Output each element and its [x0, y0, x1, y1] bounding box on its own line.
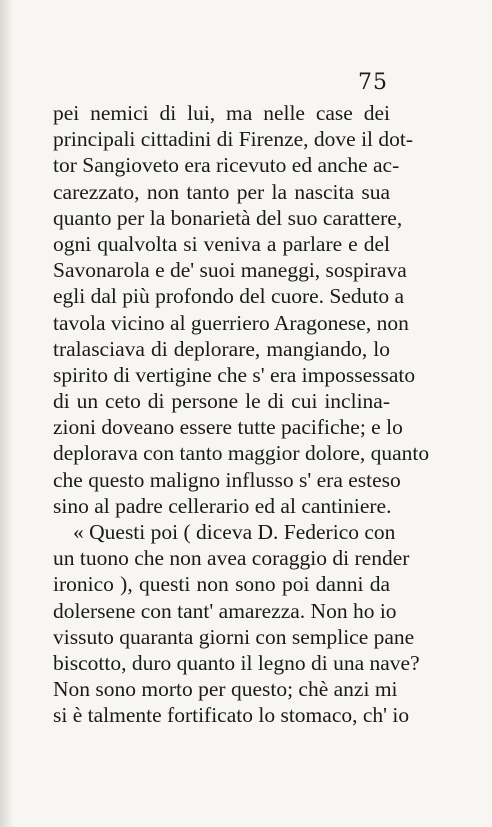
- text-line: spirito di vertigine che s' era impossessato: [53, 362, 416, 387]
- paragraph-last-line: sino al padre cellerario ed al cantiniere.: [53, 493, 392, 518]
- page-binding-edge: [0, 0, 14, 827]
- text-line: egli dal più profondo del cuore. Seduto a: [53, 284, 405, 309]
- text-line: quanto per la bonarietà del suo carattere,: [53, 205, 403, 230]
- text-line: vissuto quaranta giorni con semplice pane: [53, 624, 415, 649]
- text-line: principali cittadini di Firenze, dove il dot-: [53, 127, 414, 152]
- text-line: tralasciava di deplorare, mangiando, lo: [53, 336, 390, 361]
- text-line: un tuono che non avea coraggio di render: [53, 546, 410, 571]
- text-line: tavola vicino al guerriero Aragonese, non: [53, 310, 409, 335]
- text-line: ironico ), questi non sono poi danni da: [53, 572, 390, 597]
- text-line: zioni doveano essere tutte pacifiche; e lo: [53, 415, 403, 440]
- text-line: deplorava con tanto maggior dolore, quanto: [53, 441, 430, 466]
- text-line: biscotto, duro quanto il legno di una nave?: [53, 650, 420, 675]
- text-line: ogni qualvolta si veniva a parlare e del: [53, 231, 390, 256]
- text-line: carezzato, non tanto per la nascita sua: [53, 179, 390, 204]
- text-line: Savonarola e de' suoi maneggi, sospirava: [53, 258, 407, 283]
- text-line: di un ceto di persone le di cui inclina-: [53, 389, 390, 414]
- text-line: Non sono morto per questo; chè anzi mi: [53, 677, 398, 702]
- text-line: tor Sangioveto era ricevuto ed anche ac-: [53, 153, 400, 178]
- text-line: che questo maligno influsso s' era esteso: [53, 467, 401, 492]
- body-text: [53, 100, 430, 729]
- text-line: pei nemici di lui, ma nelle case dei: [53, 101, 390, 125]
- text-line: dolersene con tant' amarezza. Non ho io: [53, 598, 397, 623]
- page-number: 75: [358, 70, 388, 95]
- paragraph-first-line: « Questi poi ( diceva D. Federico con: [73, 520, 396, 544]
- text-line: si è talmente fortificato lo stomaco, ch' io: [53, 703, 410, 728]
